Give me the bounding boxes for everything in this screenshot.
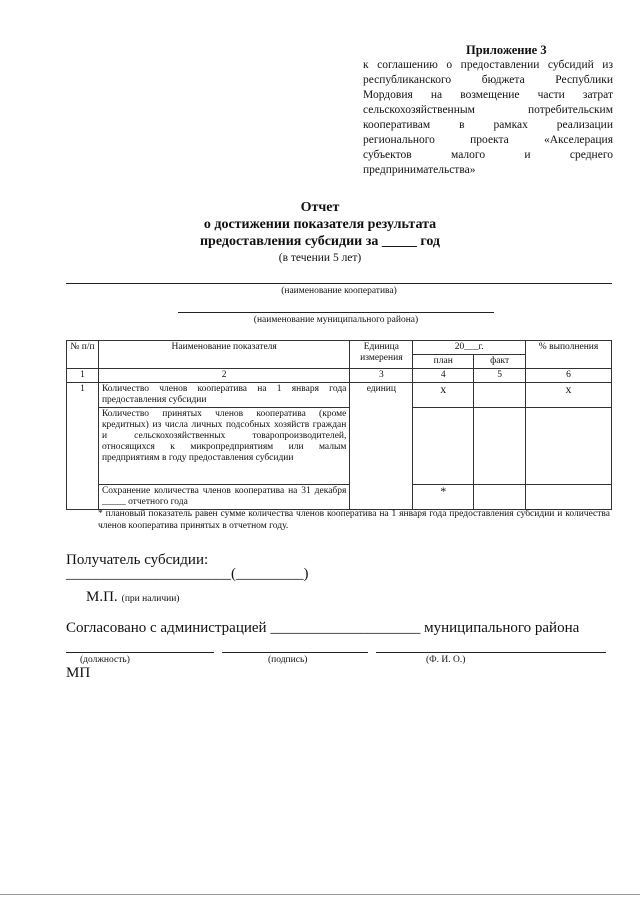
recipient-sign-line: ______________________(_________)	[66, 566, 309, 582]
fio-line	[376, 652, 606, 653]
row-plan: *	[413, 485, 474, 510]
mp-note: (при наличии)	[121, 594, 180, 604]
recipient-label: Получатель субсидии:	[66, 552, 209, 568]
row-plan: x	[413, 383, 474, 408]
fio-caption: (Ф. И. О.)	[426, 655, 466, 665]
appendix-body	[363, 58, 613, 178]
col-number: 6	[526, 369, 612, 383]
column-number-row	[67, 369, 612, 383]
header-name: Наименование показателя	[98, 341, 349, 369]
row-unit: единиц	[350, 383, 413, 510]
row-fact	[474, 485, 526, 510]
appendix-line: субъектов малого и среднего	[363, 149, 613, 161]
appendix-line: к соглашению о предоставлении субсидий из	[363, 59, 613, 71]
appendix-title: Приложение 3	[466, 43, 547, 57]
row-num: 1	[67, 383, 99, 510]
col-number: 1	[67, 369, 99, 383]
page-bottom-edge	[0, 894, 640, 895]
table-row	[67, 408, 612, 485]
sign-caption: (подпись)	[268, 655, 308, 665]
agreed-suffix: муниципального района	[424, 620, 580, 636]
mp-stamp-label: МП	[66, 665, 91, 681]
appendix-line: регионального проекта «Акселерация	[363, 134, 613, 146]
position-caption: (должность)	[80, 655, 130, 665]
appendix-line: республиканского бюджета Республики	[363, 74, 613, 86]
row-pct	[526, 408, 612, 485]
row-plan	[413, 408, 474, 485]
row-name: Количество членов кооператива на 1 января года предоставления субсидии	[98, 383, 349, 408]
row-pct	[526, 485, 612, 510]
report-subtitle: (в течении 5 лет)	[278, 252, 362, 264]
table-row	[67, 383, 612, 408]
row-name: Количество принятых членов кооператива (кроме кредитных) из числа личных подсобных хозяйств граждан и сельскохозяйственных товаропроизводителей, относящихся к микропредприятиям или малым предприятиям в году предоставления субсидии	[98, 408, 349, 485]
agreed-line	[66, 620, 579, 637]
report-title-line3: предоставления субсидии за _____ год	[199, 234, 441, 249]
row-pct: x	[526, 383, 612, 408]
report-title-line2: о достижении показателя результата	[203, 217, 437, 232]
coop-name-caption: (наименование кооператива)	[281, 286, 397, 296]
district-name-line	[178, 312, 494, 313]
district-name-caption: (наименование муниципального района)	[253, 315, 419, 325]
col-number: 5	[474, 369, 526, 383]
header-unit: Единица измерения	[350, 341, 413, 369]
mp-label: М.П.	[86, 589, 118, 605]
header-year: 20___г.	[413, 341, 526, 355]
position-line	[66, 652, 214, 653]
agreed-prefix: Согласовано с администрацией	[66, 620, 267, 636]
sign-line	[222, 652, 368, 653]
coop-name-line	[66, 283, 612, 284]
report-title: Отчет	[300, 200, 340, 215]
col-number: 2	[98, 369, 349, 383]
row-fact	[474, 383, 526, 408]
appendix-line: Мордовия на возмещение части затрат	[363, 89, 613, 101]
table-row	[67, 485, 612, 510]
header-pct: % выполнения	[526, 341, 612, 369]
col-number: 4	[413, 369, 474, 383]
report-table	[66, 340, 612, 510]
appendix-line: предпринимательства»	[363, 164, 476, 176]
header-num: № п/п	[67, 341, 99, 369]
table-footnote: * плановый показатель равен сумме количества членов кооператива на 1 января года предоставления субсидии и количества членов кооператива принятых в отчетном году.	[98, 509, 610, 531]
header-fact: факт	[474, 355, 526, 369]
row-name: Сохранение количества членов кооператива на 31 декабря _____ отчетного года	[98, 485, 349, 510]
col-number: 3	[350, 369, 413, 383]
appendix-line: кооперативам в рамках реализации	[363, 119, 613, 131]
appendix-line: сельскохозяйственным потребительским	[363, 104, 613, 116]
agreed-blank: ____________________	[270, 620, 421, 636]
row-fact	[474, 408, 526, 485]
header-plan: план	[413, 355, 474, 369]
